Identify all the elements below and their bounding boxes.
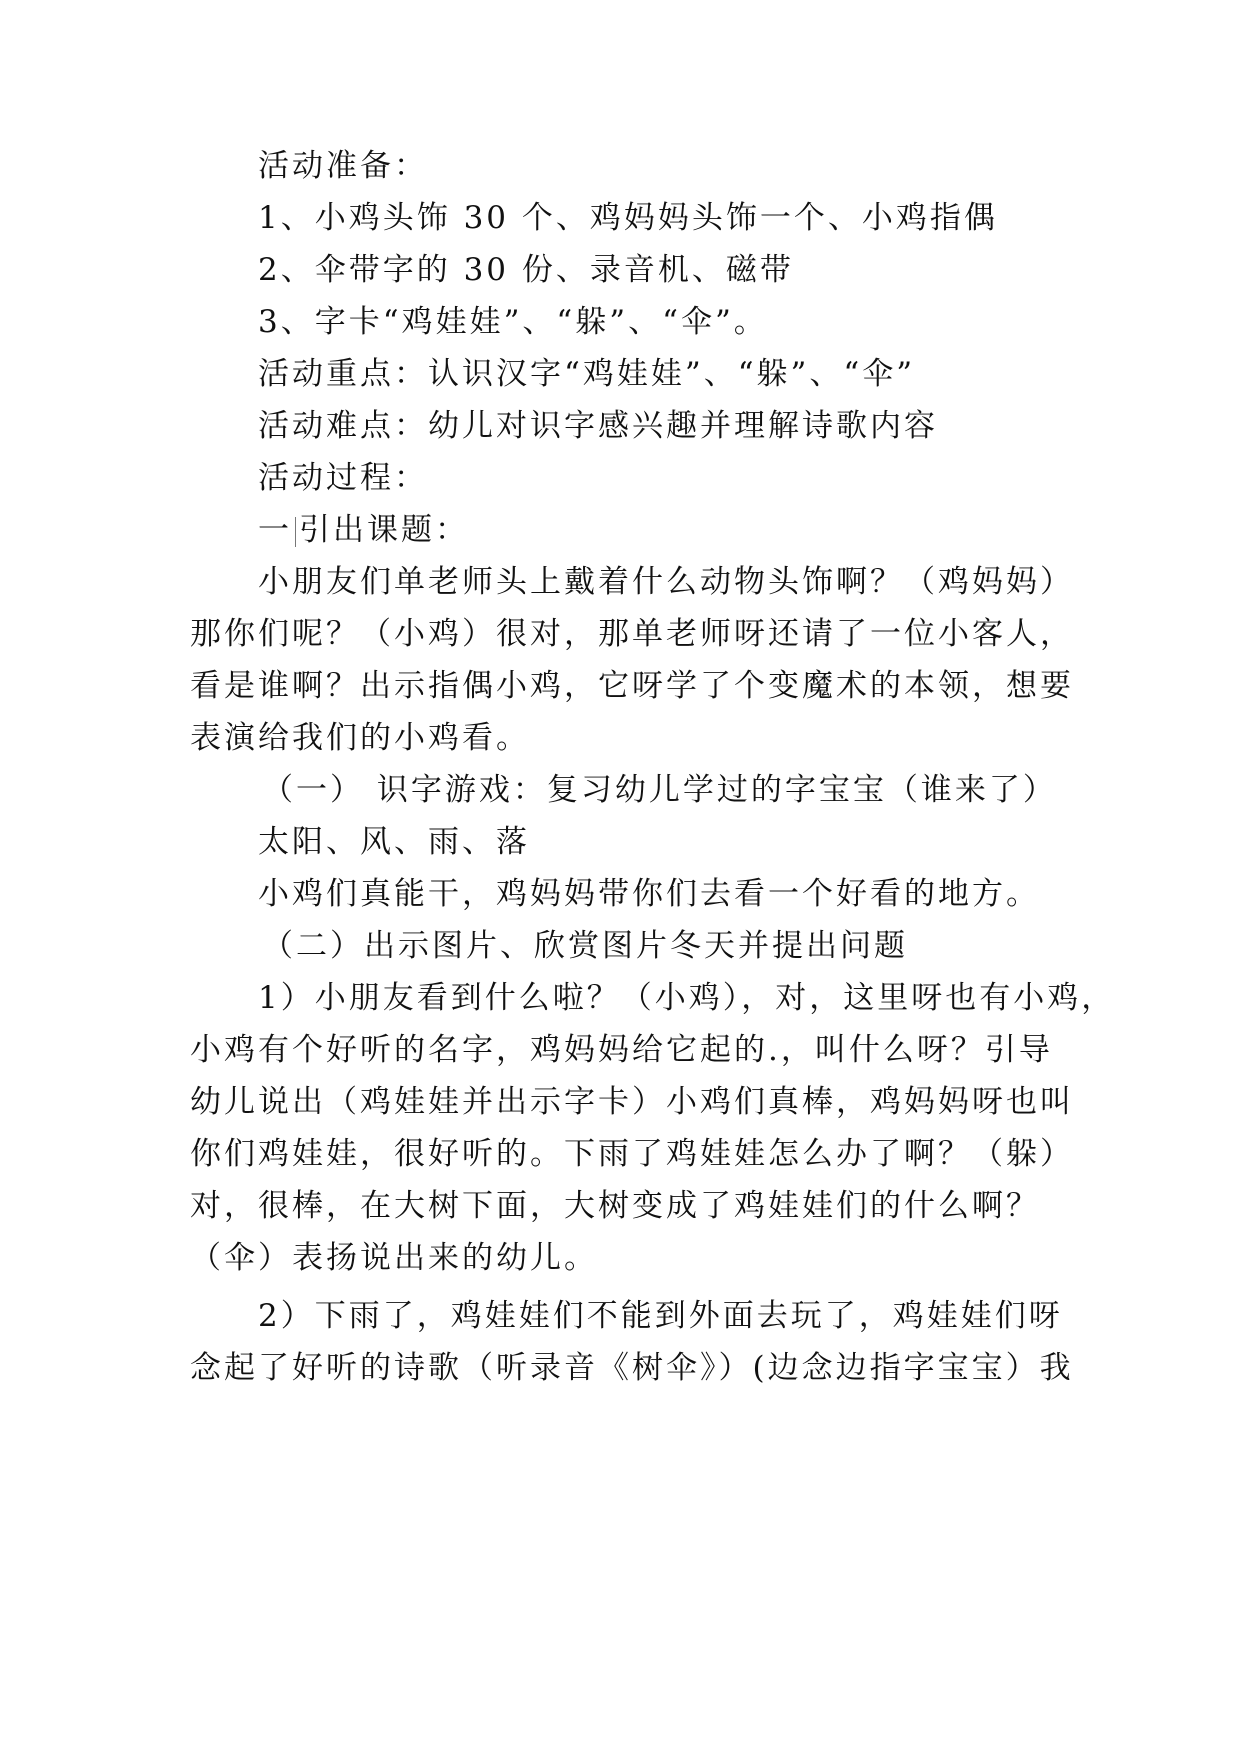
paragraph-line: 小朋友们单老师头上戴着什么动物头饰啊？（鸡妈妈） <box>258 564 1074 600</box>
subsection-one: （一） 识字游戏：复习幼儿学过的字宝宝（谁来了） <box>262 772 1057 808</box>
prep-item-1: 1、小鸡头饰 30 个、鸡妈妈头饰一个、小鸡指偶 <box>258 200 998 236</box>
paragraph-line: 那你们呢？（小鸡）很对，那单老师呀还请了一位小客人， <box>190 616 1074 652</box>
prep-item-2: 2、伞带字的 30 份、录音机、磁带 <box>258 252 794 288</box>
key-point: 活动重点：认识汉字“鸡娃娃”、“躲”、“伞” <box>258 356 916 392</box>
paragraph-line: 太阳、风、雨、落 <box>258 824 530 860</box>
section-number: 一 <box>258 512 292 548</box>
paragraph-line: 你们鸡娃娃，很好听的。下雨了鸡娃娃怎么办了啊？（躲） <box>190 1136 1074 1172</box>
paragraph-line: 小鸡们真能干，鸡妈妈带你们去看一个好看的地方。 <box>258 876 1040 912</box>
paragraph-line: 看是谁啊？出示指偶小鸡，它呀学了个变魔术的本领，想要 <box>190 668 1074 704</box>
prep-item-3: 3、字卡“鸡娃娃”、“躲”、“伞”。 <box>258 304 768 340</box>
paragraph-line: 小鸡有个好听的名字，鸡妈妈给它起的.，叫什么呀？引导 <box>190 1032 1053 1068</box>
paragraph-line: 2）下雨了，鸡娃娃们不能到外面去玩了，鸡娃娃们呀 <box>258 1298 1063 1334</box>
paragraph-line: 1）小朋友看到什么啦？（小鸡），对，这里呀也有小鸡， <box>258 980 1116 1016</box>
paragraph-line: （伞）表扬说出来的幼儿。 <box>190 1240 598 1276</box>
paragraph-line: 念起了好听的诗歌（听录音《树伞》）(边念边指字宝宝）我 <box>190 1350 1074 1386</box>
paragraph-line: 幼儿说出（鸡娃娃并出示字卡）小鸡们真棒，鸡妈妈呀也叫 <box>190 1084 1074 1120</box>
subsection-two: （二）出示图片、欣赏图片冬天并提出问题 <box>262 928 908 964</box>
paragraph-line: 表演给我们的小鸡看。 <box>190 720 530 756</box>
section-one-heading <box>258 510 469 550</box>
difficult-point: 活动难点：幼儿对识字感兴趣并理解诗歌内容 <box>258 408 938 444</box>
paragraph-line: 对，很棒，在大树下面，大树变成了鸡娃娃们的什么啊？ <box>190 1188 1040 1224</box>
heading-preparation: 活动准备： <box>258 148 428 184</box>
section-title: 引出课题： <box>299 512 469 548</box>
heading-process: 活动过程： <box>258 460 428 496</box>
text-cursor <box>295 517 296 547</box>
